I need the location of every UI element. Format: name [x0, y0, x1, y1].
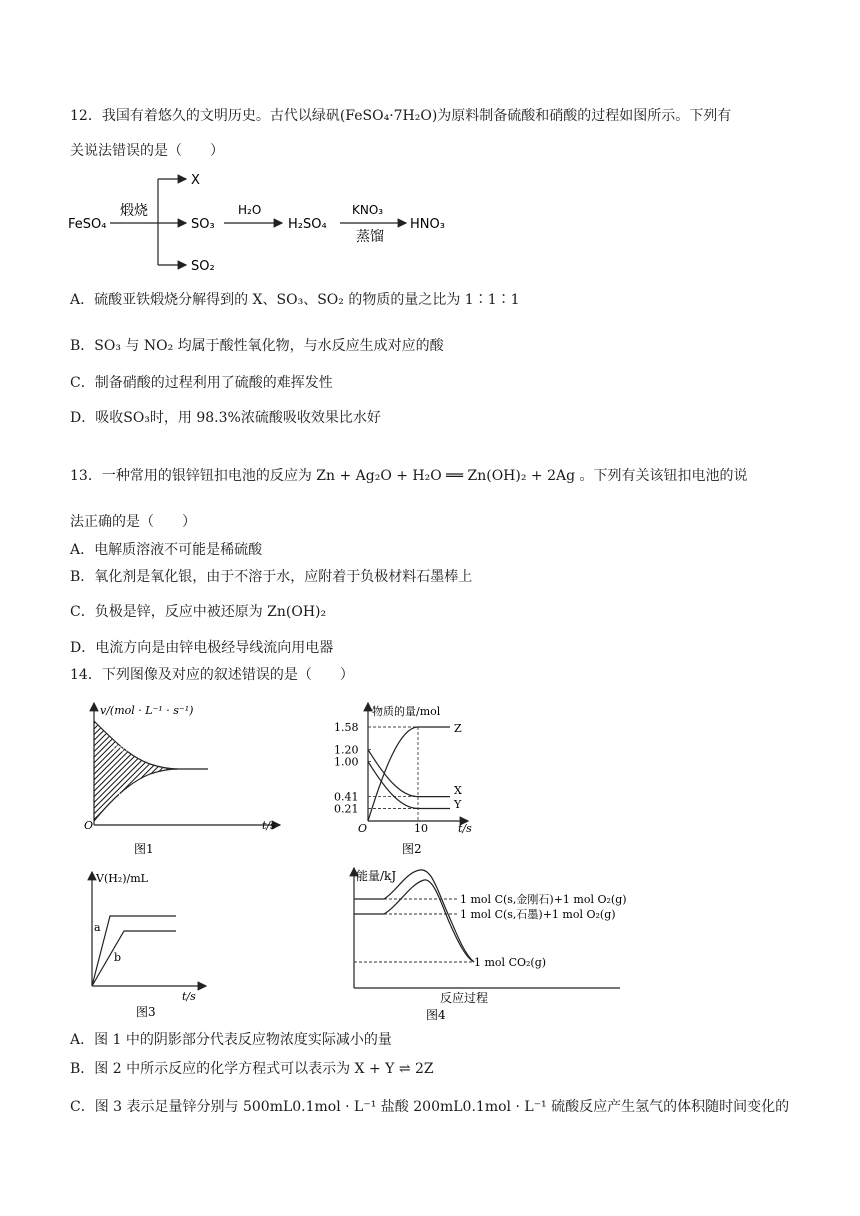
q14-option-a: A．图 1 中的阴影部分代表反应物浓度实际减小的量: [70, 1032, 392, 1048]
flow-reagent2: H₂O: [238, 203, 262, 217]
flow-branch-bot: SO₂: [191, 259, 215, 274]
flow-condition3: 蒸馏: [356, 229, 384, 245]
q14-option-c: C．图 3 表示足量锌分别与 500mL0.1mol · L⁻¹ 盐酸 200mL0.1mol · L⁻¹ 硫酸反应产生氢气的体积随时间变化的: [70, 1099, 790, 1115]
fig4-curve-diamond: [354, 870, 474, 962]
fig2-marks: [368, 727, 450, 821]
fig3-curve-a: [92, 916, 176, 986]
flow-reagent3: KNO₃: [352, 203, 384, 217]
fig3-label-b: b: [114, 951, 122, 964]
fig4-line3: 1 mol CO₂(g): [474, 956, 547, 969]
flow-branch-mid: SO₃: [191, 217, 215, 232]
q14-option-b: B．图 2 中所示反应的化学方程式可以表示为 X + Y ⇌ 2Z: [70, 1061, 434, 1077]
q13-stem-line1: 13．一种常用的银锌钮扣电池的反应为 Zn + Ag₂O + H₂O ══ Zn(OH)₂ + 2Ag 。下列有关该钮扣电池的说: [70, 468, 748, 484]
figure-1: [80, 697, 310, 862]
fig2-ticks: [334, 721, 359, 816]
fig1-label-vreverse: v逆: [118, 791, 134, 802]
flow-step1: 煅烧: [120, 203, 148, 219]
q12-stem-line1: 12．我国有着悠久的文明历史。古代以绿矾(FeSO₄·7H₂O)为原料制备硫酸和硝酸的过程如图所示。下列有: [70, 108, 732, 124]
figure-3: [80, 868, 210, 1023]
fig2-ytick-3: 0.41: [334, 790, 359, 804]
q12-option-d: D．吸收SO₃时，用 98.3%浓硫酸吸收效果比水好: [70, 410, 381, 426]
fig2-label-y: Y: [454, 798, 462, 811]
figure-4: [340, 862, 650, 1022]
fig1-caption: 图1: [134, 842, 154, 856]
fig2-ytick-0: 1.58: [334, 721, 359, 734]
fig3-xlabel: t/s: [182, 990, 196, 1003]
figure-2: [330, 697, 500, 862]
fig1-ylabel: v/(mol · L⁻¹ · s⁻¹): [100, 704, 194, 717]
q12-option-b: B．SO₃ 与 NO₂ 均属于酸性氧化物，与水反应生成对应的酸: [70, 338, 444, 354]
fig2-ytick-2: 1.00: [334, 755, 359, 769]
fig2-ytick-4: 0.21: [334, 802, 359, 816]
fig4-line2: 1 mol C(s,石墨)+1 mol O₂(g): [460, 908, 616, 921]
fig2-label-x: X: [454, 784, 462, 797]
fig2-xlabel: t/s: [458, 822, 472, 835]
fig4-curve-graphite: [354, 880, 474, 962]
fig2-label-z: Z: [454, 722, 462, 735]
q13-option-c: C．负极是锌，反应中被还原为 Zn(OH)₂: [70, 604, 327, 620]
q13-option-a: A．电解质溶液不可能是稀硫酸: [70, 542, 263, 558]
fig4-caption: 图4: [426, 1008, 446, 1022]
fig2-xtick: 10: [414, 822, 428, 835]
flow-branch-top: X: [191, 173, 200, 188]
q12-option-a: A．硫酸亚铁煅烧分解得到的 X、SO₃、SO₂ 的物质的量之比为 1∶1∶1: [70, 292, 520, 308]
fig1-label-vforward: v正: [112, 743, 128, 754]
q12-option-c: C．制备硝酸的过程利用了硫酸的难挥发性: [70, 375, 333, 391]
flow-product2: H₂SO₄: [288, 217, 327, 232]
q12-stem-line2: 关说法错误的是（ ）: [70, 143, 224, 159]
q12-flow-diagram: [62, 166, 462, 278]
fig1-xlabel: t/s: [262, 819, 276, 832]
fig4-xlabel: 反应过程: [440, 991, 489, 1005]
fig2-curve-x: [368, 750, 450, 797]
q13-stem-line2: 法正确的是（ ）: [70, 514, 196, 530]
fig2-caption: 图2: [402, 842, 422, 856]
fig3-ylabel: V(H₂)/mL: [96, 872, 148, 885]
flow-start: FeSO₄: [68, 217, 107, 232]
fig2-ytick-1: 1.20: [334, 743, 359, 757]
flow-product3: HNO₃: [410, 217, 445, 232]
q13-option-b: B．氧化剂是氧化银，由于不溶于水，应附着于负极材料石墨棒上: [70, 569, 473, 585]
q14-stem: 14．下列图像及对应的叙述错误的是（ ）: [70, 667, 354, 683]
fig2-origin: O: [358, 822, 368, 835]
q13-option-d: D．电流方向是由锌电极经导线流向用电器: [70, 640, 334, 656]
fig3-caption: 图3: [136, 1005, 156, 1019]
fig2-ylabel: 物质的量/mol: [372, 705, 441, 718]
fig3-label-a: a: [94, 921, 101, 934]
fig4-ylabel: 能量/kJ: [356, 869, 397, 883]
fig4-line1: 1 mol C(s,金刚石)+1 mol O₂(g): [460, 893, 627, 906]
fig1-origin: O: [84, 819, 94, 832]
